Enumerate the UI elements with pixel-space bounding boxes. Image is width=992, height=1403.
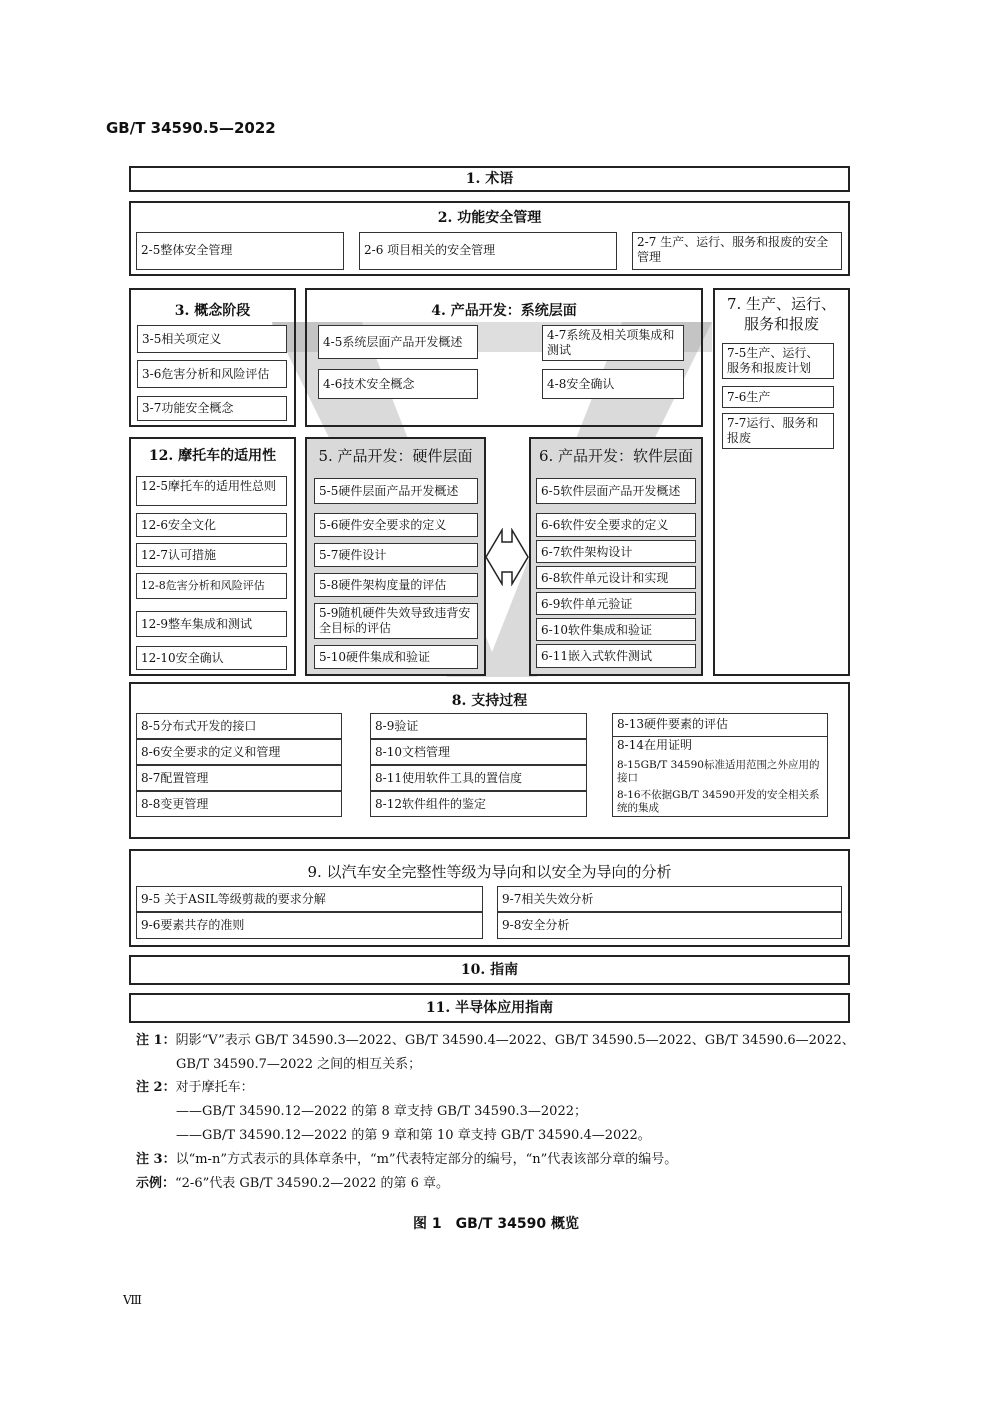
part4-item: 4-5系统层面产品开发概述 xyxy=(318,325,478,359)
note-1-text: 阴影“V”表示 GB/T 34590.3—2022、GB/T 34590.4—2022、GB/T 34590.5—2022、GB/T 34590.6—2022、 xyxy=(175,1033,855,1048)
example-text: “2-6”代表 GB/T 34590.2—2022 的第 6 章。 xyxy=(175,1176,450,1191)
part8-item: 8-15GB/T 34590标准适用范围之外应用的接口 xyxy=(612,757,828,787)
part4-item: 4-8安全确认 xyxy=(542,369,684,399)
part10-box xyxy=(129,955,850,985)
part8-item: 8-14在用证明 xyxy=(612,737,828,757)
part5-item: 5-10硬件集成和验证 xyxy=(314,645,478,669)
part5-item: 5-9随机硬件失效导致违背安全目标的评估 xyxy=(314,603,478,639)
part1-title: 1. 术语 xyxy=(465,171,514,187)
note-2-label: 注 2： xyxy=(136,1080,176,1095)
part12-item: 12-7认可措施 xyxy=(136,543,287,567)
hw-sw-interface-arrows-icon xyxy=(484,528,530,586)
part2-title: 2. 功能安全管理 xyxy=(437,210,542,226)
part8-item: 8-9验证 xyxy=(370,713,587,739)
part10-title: 10. 指南 xyxy=(460,962,519,978)
standard-number: GB/T 34590.5—2022 xyxy=(106,119,276,137)
part8-item: 8-8变更管理 xyxy=(136,791,342,817)
part9-title: 9. 以汽车安全完整性等级为导向和以安全为导向的分析 xyxy=(307,863,672,881)
part12-item: 12-5摩托车的适用性总则 xyxy=(136,476,287,506)
part5-item: 5-6硬件安全要求的定义 xyxy=(314,513,478,537)
part8-item: 8-13硬件要素的评估 xyxy=(612,713,828,737)
part3-item: 3-5相关项定义 xyxy=(137,325,287,353)
part6-item: 6-10软件集成和验证 xyxy=(536,618,696,641)
part6-item: 6-5软件层面产品开发概述 xyxy=(536,478,696,504)
part8-item: 8-16不依据GB/T 34590开发的安全相关系统的集成 xyxy=(612,787,828,817)
part3-item: 3-7功能安全概念 xyxy=(137,396,287,421)
part11-box xyxy=(129,993,850,1023)
note-2-item-b: ——GB/T 34590.12—2022 的第 9 章和第 10 章支持 GB/T 34590.4—2022。 xyxy=(176,1128,651,1143)
part8-item: 8-12软件组件的鉴定 xyxy=(370,791,587,817)
part9-item: 9-6要素共存的准则 xyxy=(136,912,483,939)
part7-item: 7-5生产、运行、服务和报废计划 xyxy=(722,343,834,379)
figure-caption: 图 1 GB/T 34590 概览 xyxy=(413,1216,579,1232)
part8-title: 8. 支持过程 xyxy=(451,693,528,709)
part4-title: 4. 产品开发：系统层面 xyxy=(431,303,577,319)
part7-item: 7-7运行、服务和报废 xyxy=(722,413,834,449)
part2-item: 2-5整体安全管理 xyxy=(136,232,344,270)
part4-item: 4-7系统及相关项集成和测试 xyxy=(542,325,684,361)
part8-item: 8-7配置管理 xyxy=(136,765,342,791)
note-3 xyxy=(136,1151,677,1169)
part6-item: 6-9软件单元验证 xyxy=(536,592,696,615)
part5-title: 5. 产品开发：硬件层面 xyxy=(318,447,473,465)
part8-item: 8-6安全要求的定义和管理 xyxy=(136,739,342,765)
part11-title: 11. 半导体应用指南 xyxy=(425,1000,554,1016)
part12-item: 12-6安全文化 xyxy=(136,513,287,537)
part9-item: 9-8安全分析 xyxy=(497,912,842,939)
part8-item: 8-10文档管理 xyxy=(370,739,587,765)
part2-item: 2-6 项目相关的安全管理 xyxy=(359,232,617,270)
note-3-label: 注 3： xyxy=(136,1152,176,1167)
part6-item: 6-11嵌入式软件测试 xyxy=(536,644,696,668)
part12-title: 12. 摩托车的适用性 xyxy=(148,448,277,464)
part5-item: 5-8硬件架构度量的评估 xyxy=(314,573,478,597)
part8-item: 8-11使用软件工具的置信度 xyxy=(370,765,587,791)
example xyxy=(136,1175,449,1193)
note-1-cont: GB/T 34590.7—2022 之间的相互关系； xyxy=(176,1057,422,1072)
part5-item: 5-5硬件层面产品开发概述 xyxy=(314,478,478,504)
part4-item: 4-6技术安全概念 xyxy=(318,369,478,399)
note-3-text: 以“m-n”方式表示的具体章条中，“m”代表特定部分的编号，“n”代表该部分章的编号。 xyxy=(175,1152,678,1167)
note-2 xyxy=(136,1079,254,1097)
part6-item: 6-6软件安全要求的定义 xyxy=(536,513,696,537)
part6-title: 6. 产品开发：软件层面 xyxy=(538,447,694,465)
part12-item: 12-8危害分析和风险评估 xyxy=(136,573,287,599)
note-2-item-a: ——GB/T 34590.12—2022 的第 8 章支持 GB/T 34590.3—2022； xyxy=(176,1104,587,1119)
part3-item: 3-6危害分析和风险评估 xyxy=(137,360,287,388)
part5-item: 5-7硬件设计 xyxy=(314,543,478,567)
part6-item: 6-8软件单元设计和实现 xyxy=(536,566,696,589)
note-1 xyxy=(136,1032,876,1050)
part6-item: 6-7软件架构设计 xyxy=(536,540,696,563)
part12-item: 12-9整车集成和测试 xyxy=(136,611,287,637)
note-1-label: 注 1： xyxy=(136,1033,176,1048)
part7-item: 7-6生产 xyxy=(722,386,834,408)
page-number: Ⅷ xyxy=(123,1293,142,1307)
part3-title: 3. 概念阶段 xyxy=(174,303,251,319)
note-2-text: 对于摩托车： xyxy=(175,1080,254,1095)
part9-item: 9-7相关失效分析 xyxy=(497,886,842,912)
part7-title: 7. 生产、运行、服务和报废 xyxy=(726,295,837,333)
part8-item: 8-5分布式开发的接口 xyxy=(136,713,342,739)
example-label: 示例： xyxy=(136,1176,176,1191)
part12-item: 12-10安全确认 xyxy=(136,646,287,670)
part1-box xyxy=(129,166,850,192)
part9-item: 9-5 关于ASIL等级剪裁的要求分解 xyxy=(136,886,483,912)
part2-item: 2-7 生产、运行、服务和报废的安全管理 xyxy=(632,232,842,270)
